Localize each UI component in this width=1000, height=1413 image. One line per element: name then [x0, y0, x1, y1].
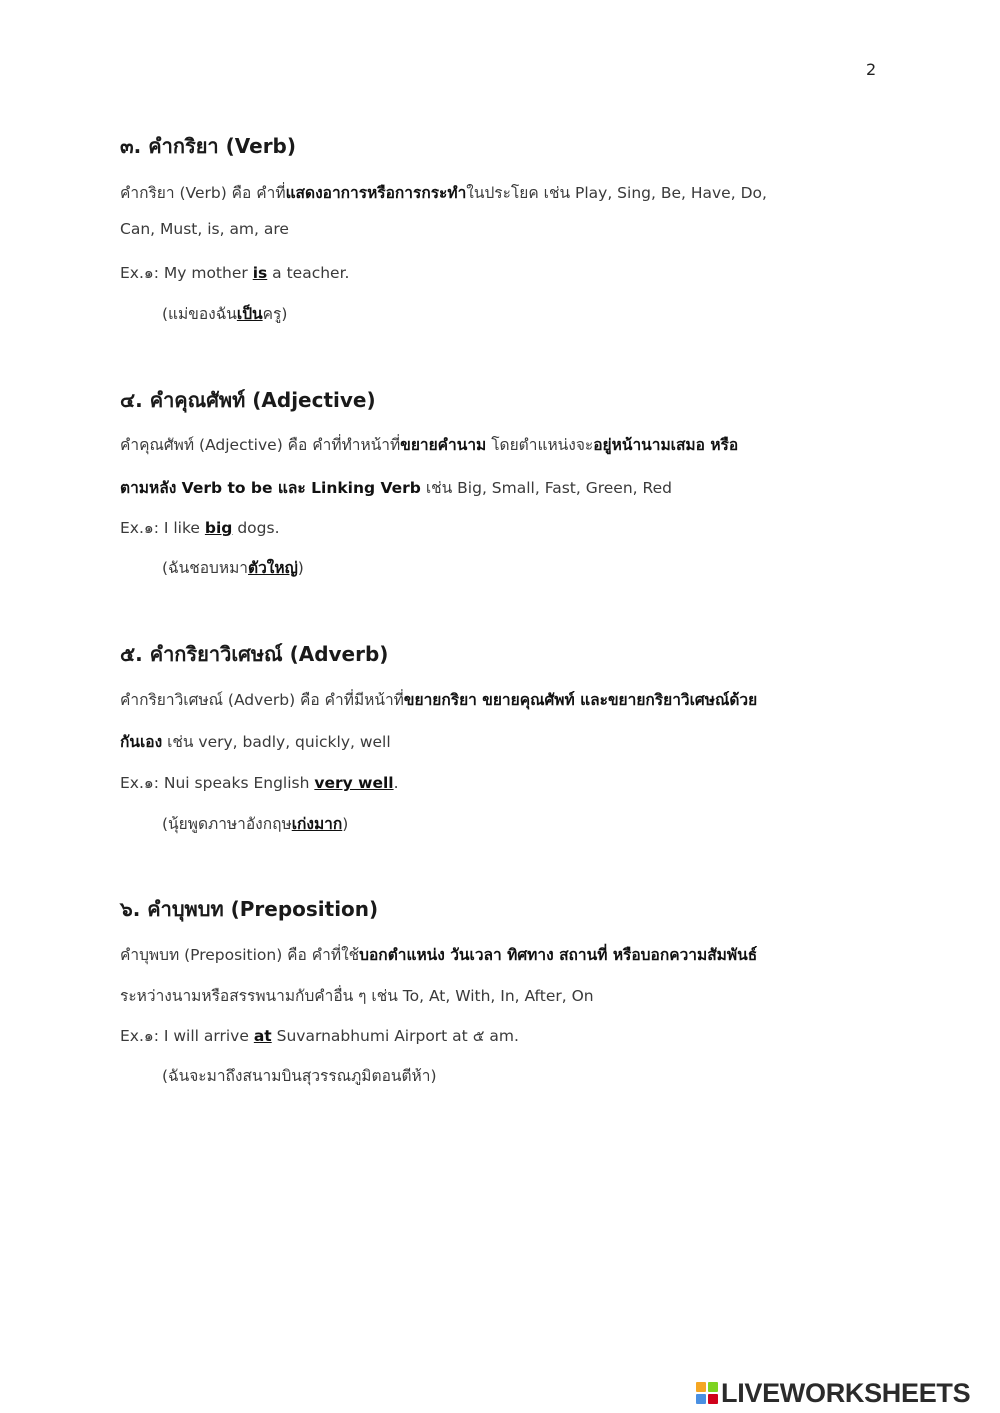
translation-text: )	[342, 815, 349, 833]
definition-line-2	[120, 475, 672, 500]
example-text: Ex.๑: I will arrive	[120, 1027, 254, 1045]
definition-line-2: ระหว่างนามหรือสรรพนามกับคำอื่น ๆ เช่น To, At, With, In, After, On	[120, 987, 594, 1005]
definition-text: โดยตำแหน่งจะ	[486, 436, 594, 454]
example-line	[120, 1023, 519, 1048]
example-highlight: very well	[314, 774, 394, 792]
translation-text: (ฉันชอบหมา	[162, 559, 249, 577]
logo-square	[708, 1394, 718, 1404]
example-text: Ex.๑: I like	[120, 519, 205, 537]
example-text: .	[393, 774, 399, 792]
definition-emphasis: บอกตำแหน่ง วันเวลา ทิศทาง สถานที่ หรือบอกความสัมพันธ์	[359, 946, 758, 964]
liveworksheets-logo[interactable]	[696, 1378, 970, 1408]
section-preposition	[120, 893, 900, 1085]
section-heading: ๕. คำกริยาวิเศษณ์ (Adverb)	[120, 642, 389, 666]
definition-emphasis: อยู่หน้านามเสมอ หรือ	[593, 436, 739, 454]
example-text: Suvarnabhumi Airport at ๕ am.	[271, 1027, 519, 1045]
translation-text: ครู)	[262, 305, 288, 323]
translation-line	[162, 555, 304, 580]
translation-highlight: เป็น	[236, 305, 263, 323]
definition-text: คำบุพบท (Preposition) คือ คำที่ใช้	[120, 946, 360, 964]
definition-line-2	[120, 729, 391, 754]
definition-emphasis: ตามหลัง Verb to be และ Linking Verb	[120, 479, 421, 497]
logo-square	[696, 1394, 706, 1404]
translation-highlight: ตัวใหญ่	[248, 559, 298, 577]
example-text: a teacher.	[267, 264, 350, 282]
translation-text: )	[297, 559, 304, 577]
section-adverb	[120, 638, 900, 833]
example-text: Ex.๑: Nui speaks English	[120, 774, 315, 792]
definition-emphasis: ขยายกริยา ขยายคุณศัพท์ และขยายกริยาวิเศษณ์ด้วย	[403, 691, 758, 709]
example-line	[120, 260, 349, 285]
section-adjective	[120, 384, 900, 577]
definition-emphasis: กันเอง	[120, 733, 163, 751]
definition-line-1	[120, 180, 767, 205]
definition-line-1	[120, 687, 757, 712]
example-highlight: is	[252, 264, 268, 282]
definition-line-1	[120, 942, 757, 967]
definition-line-2: Can, Must, is, am, are	[120, 220, 289, 238]
definition-emphasis: แสดงอาการหรือการกระทำ	[285, 184, 467, 202]
example-text: dogs.	[232, 519, 280, 537]
definition-text: เช่น Big, Small, Fast, Green, Red	[420, 479, 672, 497]
logo-mark-icon	[696, 1382, 718, 1404]
definition-text: คำกริยาวิเศษณ์ (Adverb) คือ คำที่มีหน้าที่	[120, 691, 404, 709]
definition-text: เช่น very, badly, quickly, well	[162, 733, 391, 751]
example-line	[120, 770, 399, 795]
translation-line: (ฉันจะมาถึงสนามบินสุวรรณภูมิตอนตีห้า)	[162, 1067, 437, 1085]
section-verb	[120, 130, 900, 323]
definition-text: ในประโยค เช่น Play, Sing, Be, Have, Do,	[466, 184, 767, 202]
example-line	[120, 515, 280, 540]
translation-line	[162, 301, 287, 326]
definition-text: คำกริยา (Verb) คือ คำที่	[120, 184, 286, 202]
definition-emphasis: ขยายคำนาม	[400, 436, 487, 454]
logo-text: LIVEWORKSHEETS	[721, 1377, 971, 1408]
translation-line	[162, 811, 348, 836]
translation-text: (แม่ของฉัน	[162, 305, 237, 323]
translation-text: (นุ้ยพูดภาษาอังกฤษ	[162, 815, 292, 833]
example-text: Ex.๑: My mother	[120, 264, 253, 282]
section-heading: ๔. คำคุณศัพท์ (Adjective)	[120, 388, 376, 412]
logo-square	[708, 1382, 718, 1392]
definition-text: คำคุณศัพท์ (Adjective) คือ คำที่ทำหน้าที่	[120, 436, 401, 454]
section-heading: ๖. คำบุพบท (Preposition)	[120, 897, 379, 921]
definition-line-1	[120, 432, 738, 457]
example-highlight: big	[204, 519, 233, 537]
section-heading: ๓. คำกริยา (Verb)	[120, 134, 297, 158]
page-number: 2	[866, 60, 877, 79]
example-highlight: at	[253, 1027, 272, 1045]
translation-highlight: เก่งมาก	[291, 815, 343, 833]
logo-square	[696, 1382, 706, 1392]
